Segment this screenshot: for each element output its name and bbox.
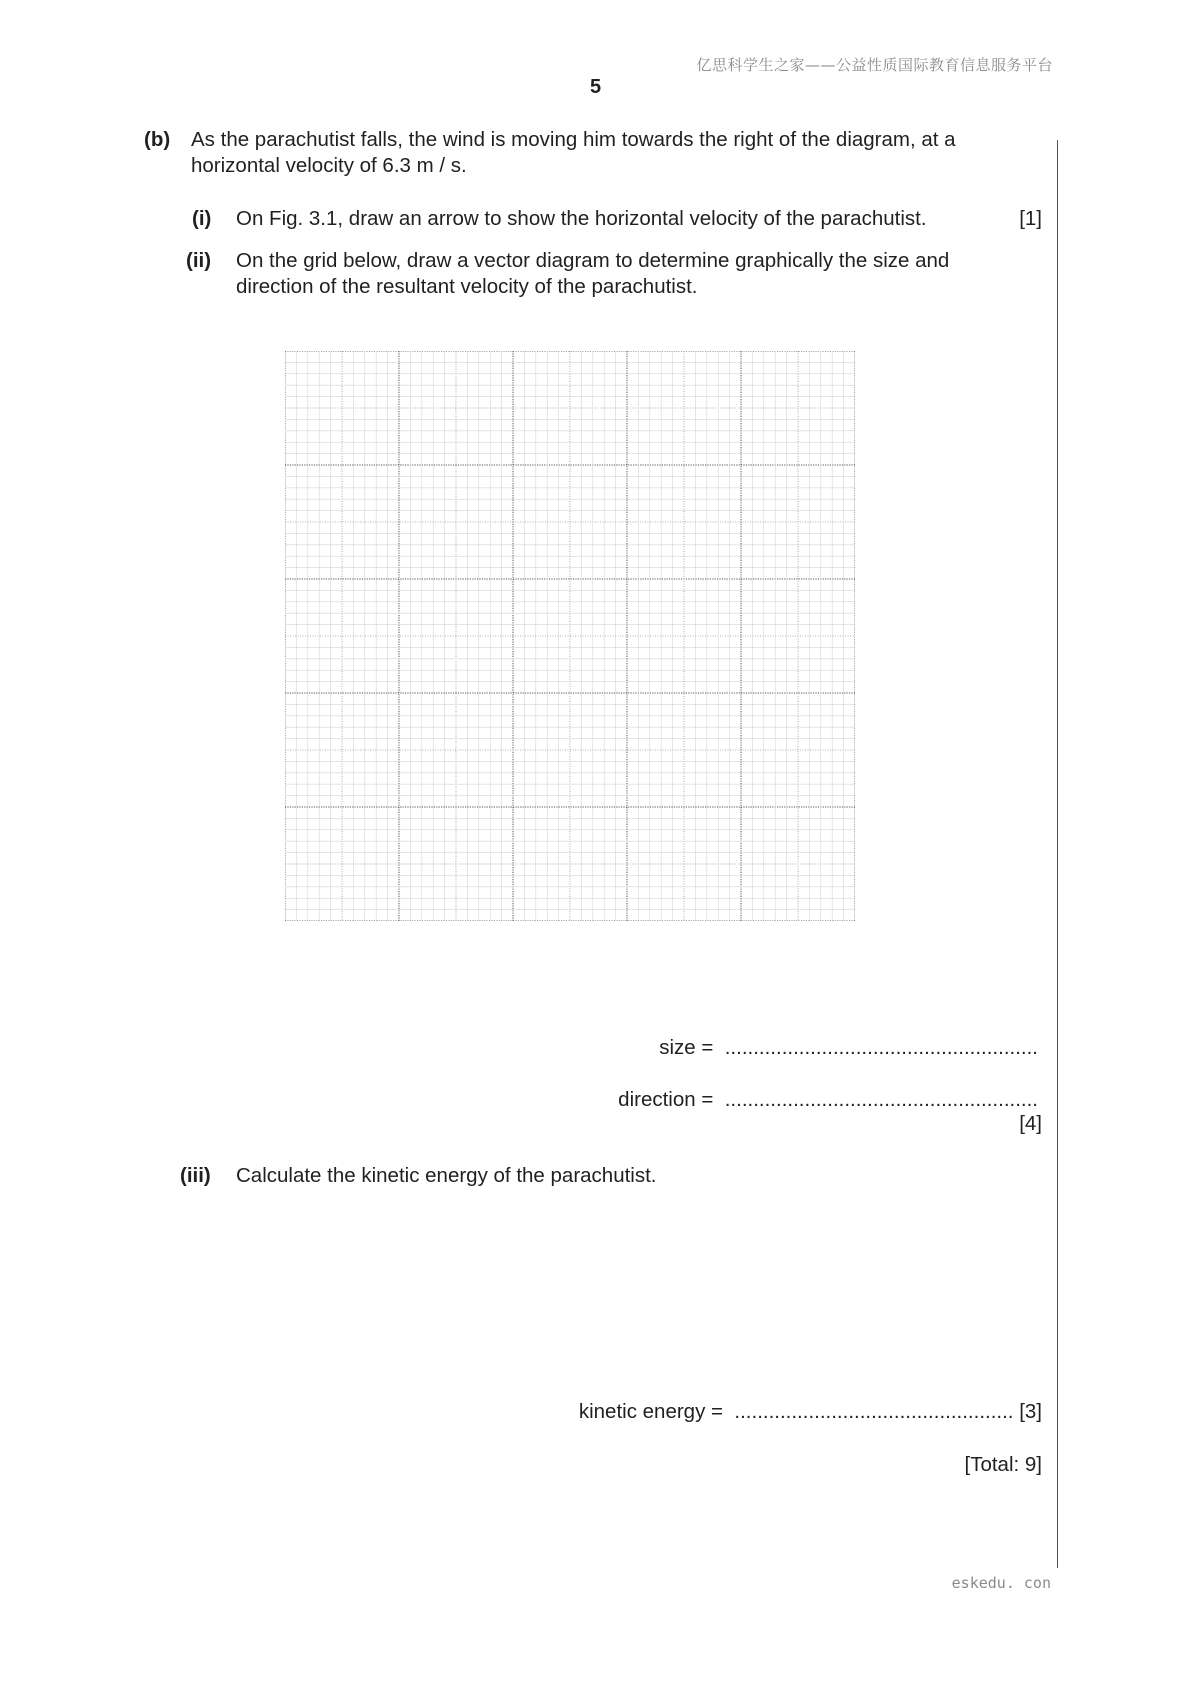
sub-ii-line1: On the grid below, draw a vector diagram to determine graphically the size and bbox=[236, 249, 950, 272]
header-watermark: 亿思科学生之家——公益性质国际教育信息服务平台 bbox=[696, 56, 1053, 74]
direction-label: direction = bbox=[618, 1088, 714, 1111]
size-answer-line[interactable]: ....................................................... bbox=[724, 1036, 1038, 1059]
direction-answer-row bbox=[618, 1087, 1038, 1113]
sub-ii-line2: direction of the resultant velocity of the parachutist. bbox=[236, 275, 698, 298]
grid-svg bbox=[285, 351, 855, 921]
part-b-line1: As the parachutist falls, the wind is moving him towards the right of the diagram, at a bbox=[191, 128, 956, 151]
ke-answer-row bbox=[579, 1399, 1042, 1425]
part-b-line2: horizontal velocity of 6.3 m / s. bbox=[191, 154, 467, 177]
sub-ii-label: (ii) bbox=[186, 249, 212, 272]
footer-watermark: eskedu. con bbox=[951, 1574, 1051, 1592]
sub-iii-marks: [3] bbox=[1019, 1400, 1042, 1423]
margin-rule bbox=[1057, 140, 1058, 1568]
sub-iii-text: Calculate the kinetic energy of the parachutist. bbox=[236, 1164, 657, 1187]
ke-label: kinetic energy = bbox=[578, 1400, 723, 1423]
total-marks: [Total: 9] bbox=[964, 1453, 1042, 1476]
size-answer-row bbox=[659, 1035, 1038, 1061]
size-label: size = bbox=[659, 1036, 714, 1059]
sub-i-label: (i) bbox=[192, 207, 212, 230]
sub-i-text: On Fig. 3.1, draw an arrow to show the horizontal velocity of the parachutist. bbox=[236, 207, 927, 230]
sub-iii-label: (iii) bbox=[180, 1164, 211, 1187]
sub-ii-marks: [4] bbox=[1019, 1112, 1042, 1135]
direction-answer-line[interactable]: ....................................................... bbox=[724, 1088, 1038, 1111]
page-number: 5 bbox=[589, 76, 602, 98]
part-b-label: (b) bbox=[144, 128, 171, 151]
ke-answer-line[interactable]: ................................................. bbox=[734, 1400, 1014, 1423]
sub-i-marks: [1] bbox=[1019, 207, 1042, 230]
answer-grid[interactable] bbox=[285, 351, 855, 921]
